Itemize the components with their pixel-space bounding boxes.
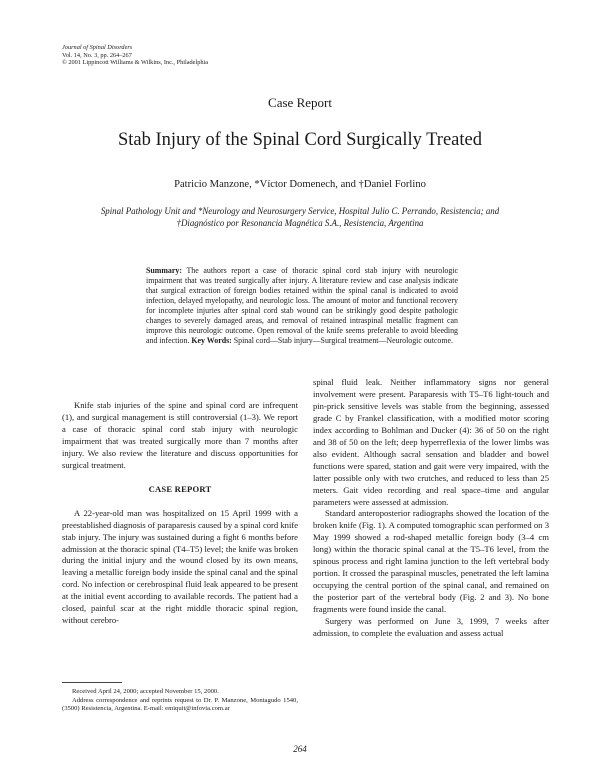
- affiliation-line-2: †Diagnóstico por Resonancia Magnética S.A., Resistencia, Argentina: [176, 217, 424, 228]
- body-paragraph-1: spinal fluid leak. Neither inflammatory signs nor general involvement were present. Paraparesis with T5–T6 light-touch and pin-prick sensitive levels was stable from the beginning, assessed grade C by Frankel classification, with a modified motor scoring index according to Bohlman and Ducker (4): 36 of 50 on the right and 38 of 50 on the left; deep hyperreflexia of the lower limbs was also evident. Although sacral sensation and bladder and bowel functions were spared, station and gait were very impaired, with the latter possible only with two crutches, and reduced to less than 25 meters. Gait video recording and real space–time and angular parameters were assessed at admission.: [313, 377, 549, 507]
- footnotes: [62, 688, 298, 714]
- author-list: Patricio Manzone, *Víctor Domenech, and †Daniel Forlino: [174, 179, 426, 190]
- journal-copyright: © 2001 Lippincott Williams & Wilkins, Inc., Philadelphia: [62, 59, 209, 67]
- left-column: [62, 400, 298, 627]
- received-note: Received April 24, 2000; accepted November 15, 2000.: [72, 688, 219, 695]
- affiliations: [66, 206, 534, 230]
- intro-paragraph: Knife stab injuries of the spine and spinal cord are infrequent (1), and surgical management is still controversial (1–3). We report a case of thoracic spinal cord stab injury with neurologic impairment that was treated surgically more than 7 months after injury. We also review the literature and discuss opportunities for surgical treatment.: [62, 400, 298, 470]
- footnote-divider: [62, 682, 122, 683]
- keywords-text: Spinal cord—Stab injury—Surgical treatment—Neurologic outcome.: [233, 336, 453, 345]
- section-label: Case Report: [268, 95, 332, 110]
- summary-label: Summary:: [146, 266, 182, 275]
- right-column: [313, 377, 549, 640]
- keywords-label: Key Words:: [191, 336, 232, 345]
- affiliation-line-1: Spinal Pathology Unit and *Neurology and Neurosurgery Service, Hospital Julio C. Perrando, Resistencia; and: [100, 206, 500, 216]
- journal-name: Journal of Spinal Disorders: [62, 44, 133, 51]
- journal-volume: Vol. 14, No. 3, pp. 264–267: [62, 51, 132, 59]
- case-report-heading: CASE REPORT: [148, 483, 212, 494]
- case-paragraph: A 22-year-old man was hospitalized on 15 April 1999 with a preestablished diagnosis of paraparesis caused by a spinal cord knife stab injury. The injury was sustained during a fight 6 months before admission at the thoracic spinal (T4–T5) level; the knife was broken during the initial injury and the wound closed by its own means, leaving a metallic foreign body inside the spinal canal and the spinal cord. No infection or cerebrospinal fluid leak appeared to be present at the initial event according to available records. The patient had a closed, painful scar at the right middle thoracic spinal region, without cerebro-: [62, 507, 299, 626]
- correspondence-note: Address correspondence and reprints request to Dr. P. Manzone, Montagudo 1540, (3500) Resistencia, Argentina. E-mail: emiquit@infovia.com.ar: [62, 696, 298, 712]
- summary-text: The authors report a case of thoracic spinal cord stab injury with neurologic impairment that was treated surgically after injury. A literature review and case analysis indicate that surgical extraction of foreign bodies retained within the spinal canal is indicated to avoid infection, delayed myelopathy, and neurologic loss. The amount of motor and functional recovery for incomplete injuries after spinal cord stab wound can be strikingly good despite pathologic changes to severely damaged areas, and removal of retained intraspinal metallic fragment can improve this neurologic outcome. Open removal of the knife seems preferable to avoid bleeding and infection.: [146, 266, 458, 345]
- body-paragraph-2: Standard anteroposterior radiographs showed the location of the broken knife (Fig. 1). A computed tomographic scan performed on 3 May 1999 showed a rod-shaped metallic foreign body (3–4 cm long) within the thoracic spinal canal at the T5–T6 level, from the spinous process and right lamina junction to the left vertebral body portion. It crossed the paraspinal muscles, penetrated the left lamina occupying the central portion of the spinal canal, and remained on the posterior part of the vertebral body (Fig. 2 and 3). No bone fragments were found inside the canal.: [313, 508, 549, 615]
- abstract: [146, 266, 458, 346]
- journal-header: [62, 44, 208, 67]
- body-paragraph-3: Surgery was performed on June 3, 1999, 7 weeks after admission, to complete the evaluation and assess actual: [313, 616, 549, 639]
- article-title: Stab Injury of the Spinal Cord Surgically Treated: [118, 130, 482, 150]
- page-number: 264: [293, 744, 307, 754]
